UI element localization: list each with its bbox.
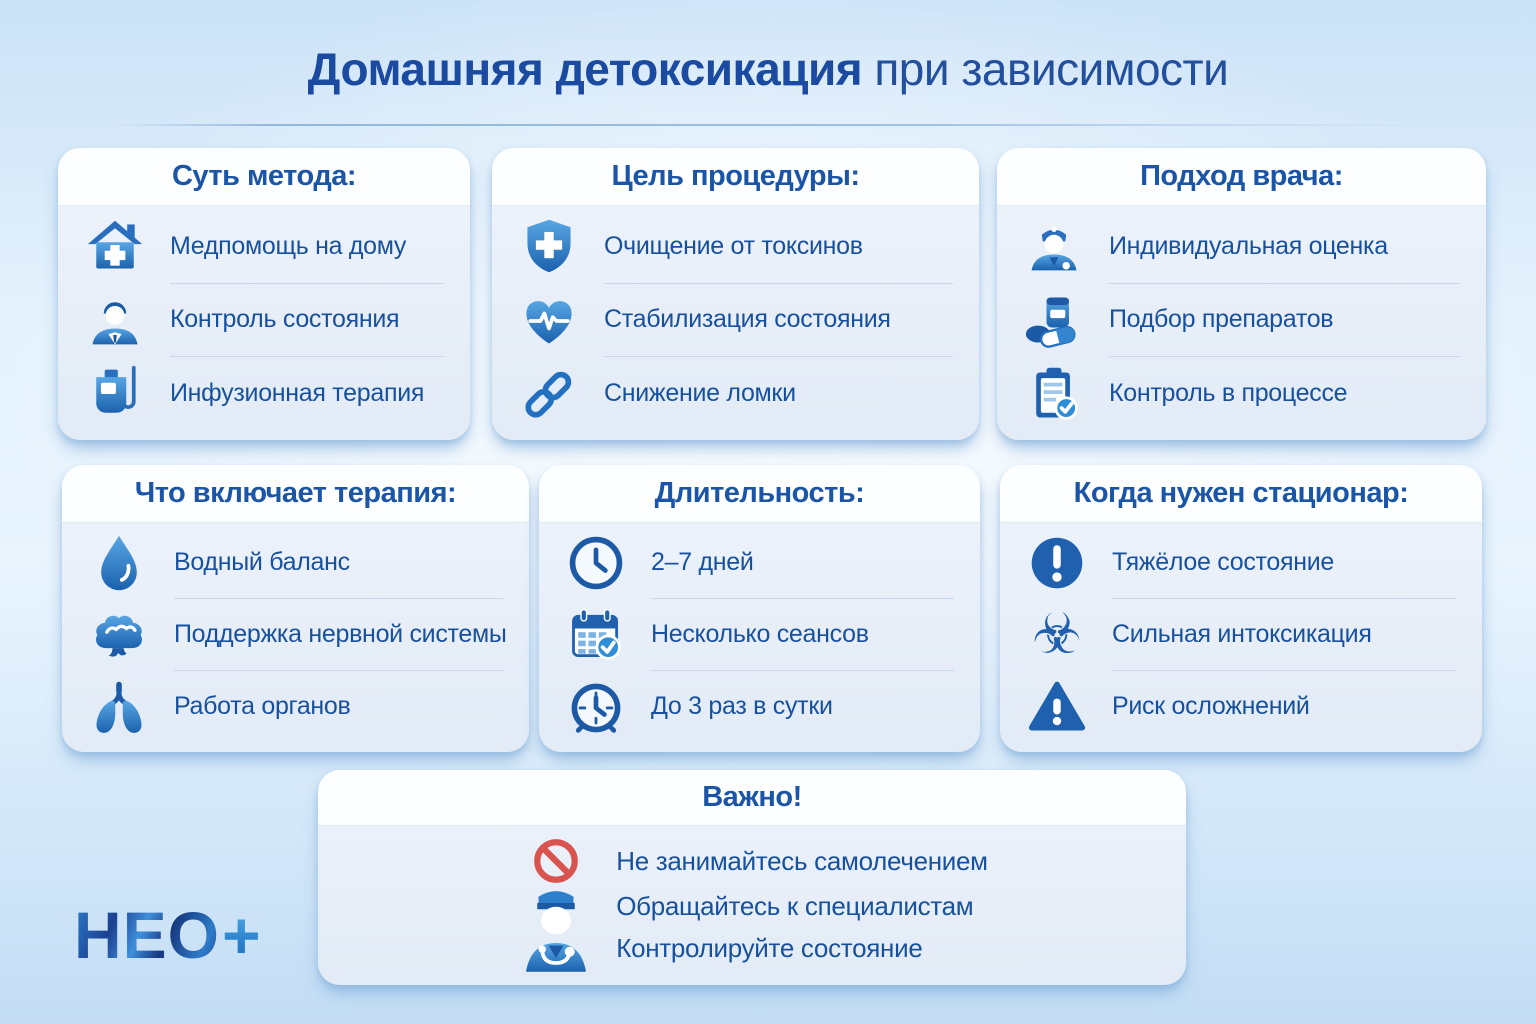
card-heading-text: Когда нужен стационар: <box>1073 477 1409 509</box>
water-drop-icon <box>88 532 150 594</box>
biohazard-icon <box>1026 601 1088 667</box>
item-label: Очищение от токсинов <box>604 231 863 260</box>
card-body <box>58 206 470 440</box>
card-heading <box>492 148 979 206</box>
item-label: Подбор препаратов <box>1109 305 1334 334</box>
list-item <box>88 604 507 666</box>
card-heading-text: Что включает терапия: <box>134 477 457 509</box>
card-heading <box>1000 465 1482 523</box>
card-heading-text: Важно! <box>702 781 802 813</box>
divider <box>651 598 954 599</box>
item-label: Контроль в процессе <box>1109 379 1348 408</box>
card-body <box>539 523 980 752</box>
heart-pulse-icon <box>518 289 580 351</box>
item-label: Медпомощь на дому <box>170 231 407 260</box>
title-divider <box>115 124 1425 126</box>
divider <box>1109 356 1460 357</box>
card-important <box>318 770 1186 985</box>
card-method-essence <box>58 148 470 440</box>
card-body <box>1000 523 1482 752</box>
item-label: Стабилизация состояния <box>604 305 891 334</box>
card-heading-text: Подход врача: <box>1140 160 1343 192</box>
doctor-cap-icon <box>1023 215 1085 277</box>
divider <box>604 356 953 357</box>
important-item-label: Не занимайтесь самолечением <box>616 845 988 876</box>
card-heading <box>318 770 1186 826</box>
list-item <box>565 676 954 738</box>
card-body <box>997 206 1486 440</box>
card-heading-text: Суть метода: <box>171 160 357 192</box>
lungs-icon <box>88 676 150 738</box>
card-duration <box>539 465 980 752</box>
list-item <box>518 363 953 425</box>
chain-link-icon <box>518 363 580 425</box>
page-title-bold: Домашняя детоксикация <box>307 43 863 95</box>
list-item <box>1026 676 1456 738</box>
item-label: До 3 раз в сутки <box>651 692 833 720</box>
list-item <box>518 289 953 351</box>
important-item-label: Обращайтесь к специалистам <box>616 891 974 922</box>
divider <box>1112 598 1456 599</box>
divider <box>170 356 444 357</box>
surgeon-icon <box>516 879 596 977</box>
list-item <box>1026 532 1456 594</box>
divider <box>651 670 954 671</box>
item-label: Тяжёлое состояние <box>1112 548 1335 576</box>
item-label: Контроль состояния <box>170 305 400 334</box>
logo-plus: + <box>222 898 262 972</box>
item-label: Работа органов <box>174 692 351 720</box>
item-label: Инфузионная терапия <box>170 379 425 408</box>
card-heading <box>62 465 529 523</box>
list-item <box>1023 289 1460 351</box>
card-body <box>62 523 529 752</box>
house-cross-icon <box>84 215 146 277</box>
logo-text: НЕО <box>74 898 221 972</box>
biohazard-glyph: ☣ <box>1031 601 1083 667</box>
warning-triangle-icon <box>1026 676 1088 738</box>
divider <box>1109 283 1460 284</box>
divider <box>170 283 444 284</box>
card-when-hospital <box>1000 465 1482 752</box>
list-item <box>1023 215 1460 277</box>
divider <box>174 670 503 671</box>
divider <box>174 598 503 599</box>
pills-icon <box>1023 289 1085 351</box>
list-item <box>565 532 954 594</box>
card-heading <box>58 148 470 206</box>
alarm-clock-icon <box>565 676 627 738</box>
item-label: Сильная интоксикация <box>1112 620 1372 648</box>
card-doctor-approach <box>997 148 1486 440</box>
item-label: Несколько сеансов <box>651 620 869 648</box>
calendar-check-icon <box>565 604 627 666</box>
card-heading-text: Длительность: <box>654 477 865 509</box>
card-therapy-includes <box>62 465 529 752</box>
divider <box>1112 670 1456 671</box>
item-label: Снижение ломки <box>604 379 796 408</box>
list-item <box>88 676 503 738</box>
list-item <box>84 363 444 425</box>
shield-cross-icon <box>518 215 580 277</box>
exclamation-circle-icon <box>1026 532 1088 594</box>
card-heading-text: Цель процедуры: <box>611 160 860 192</box>
list-item <box>1026 601 1456 667</box>
list-item <box>88 532 503 594</box>
page-title-regular: при зависимости <box>862 43 1229 95</box>
item-label: Индивидуальная оценка <box>1109 231 1388 260</box>
list-item <box>84 215 444 277</box>
neo-plus-logo <box>74 898 262 972</box>
divider <box>604 283 953 284</box>
item-label: Риск осложнений <box>1112 692 1310 720</box>
item-label: 2–7 дней <box>651 548 754 576</box>
doctor-icon <box>84 289 146 351</box>
clipboard-check-icon <box>1023 363 1085 425</box>
list-item <box>565 604 954 666</box>
list-item <box>84 289 444 351</box>
clock-icon <box>565 532 627 594</box>
list-item <box>518 215 953 277</box>
brain-icon <box>88 604 150 666</box>
important-item-label: Контролируйте состояние <box>616 932 923 963</box>
list-item <box>1023 363 1460 425</box>
card-body <box>516 826 988 985</box>
card-heading <box>539 465 980 523</box>
page-title <box>0 42 1536 96</box>
iv-bag-icon <box>84 363 146 425</box>
card-body <box>492 206 979 440</box>
card-procedure-goal <box>492 148 979 440</box>
card-heading <box>997 148 1486 206</box>
item-label: Водный баланс <box>174 548 350 576</box>
item-label: Поддержка нервной системы <box>174 620 507 648</box>
